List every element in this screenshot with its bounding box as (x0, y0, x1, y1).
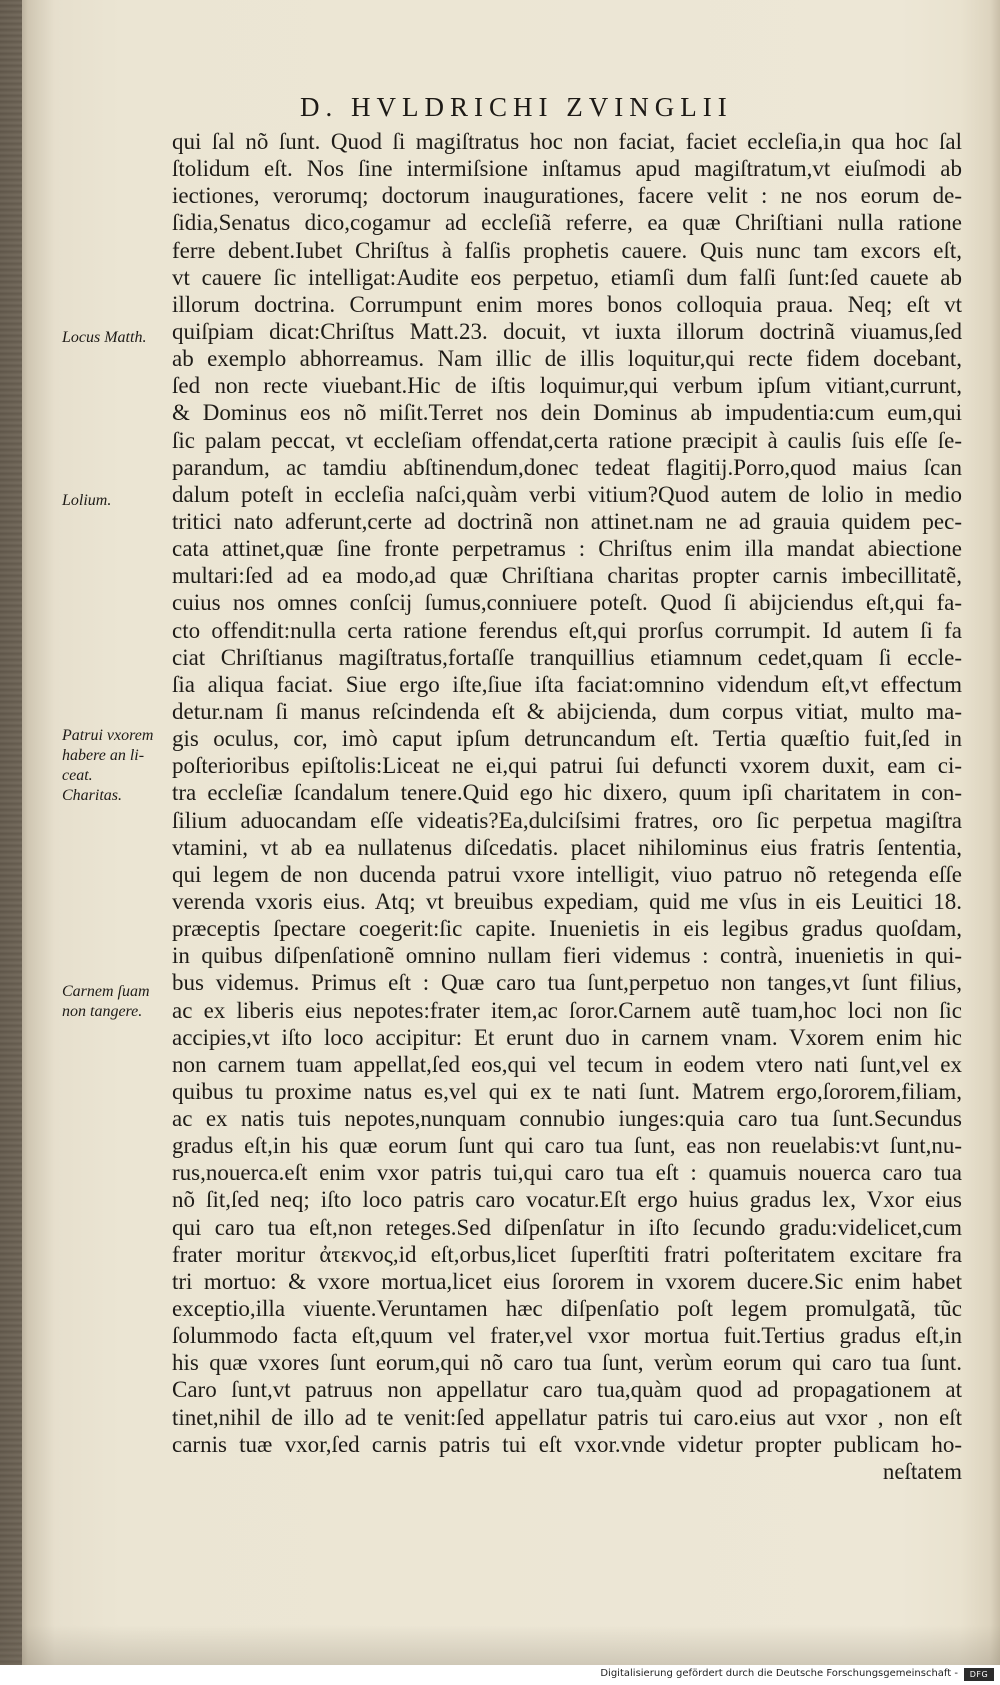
text-line: cuius nos omnes conſcij ſumus,conniuere poteſt. Quod ſi abijciendus eſt,qui fa- (172, 590, 962, 616)
text-line: præceptis ſpectare coegerit:ſic capite. Inuenietis in eis legibus gradus quoſdam, (172, 916, 962, 942)
text-line: ferre debent.Iubet Chriſtus à falſis prophetis cauere. Quis nunc tam excors eſt, (172, 237, 962, 263)
text-line: bus videmus. Primus eſt : Quæ caro tua ſunt,perpetuo non tanges,vt ſunt filius, (172, 970, 962, 996)
text-line: qui caro tua eſt,non reteges.Sed diſpenſatur in iſto ſecundo gradu:videlicet,cum (172, 1214, 962, 1240)
margin-note-patrui-1: Patrui vxorem (62, 727, 154, 744)
text-line: ciat Chriſtianus magiſtratus,fortaſſe tranquillius etiamnum cedet,quam ſi eccle- (172, 644, 962, 670)
text-line: vtamini, vt ab ea nullatenus diſcedatis. placet nihilominus eius fratris ſententia, (172, 834, 962, 860)
margin-note-patrui-2: habere an li- (62, 747, 145, 764)
text-line: detur.nam ſi manus reſcindenda eſt & abijcienda, dum corpus vitiat, multo ma- (172, 698, 962, 724)
text-line: tritici nato adferunt,certe ad doctrinã non attinet.nam ne ad grauia quidem pec- (172, 508, 962, 534)
running-header: D. HVLDRICHI ZVINGLII (300, 92, 733, 122)
text-line: ſed non recte viuebant.Hic de iſtis loquimur,qui verbum ipſum vitiant,currunt, (172, 373, 962, 399)
text-line: exceptio,illa viuente.Veruntamen hæc diſpenſatio poſt legem promulgatã, tũc (172, 1296, 962, 1322)
text-line: accipies,vt iſto loco accipitur: Et erunt duo in carnem vnam. Vxorem enim hic (172, 1024, 962, 1050)
text-line: tri mortuo: & vxore mortua,licet eius ſororem in vxorem ducere.Sic enim habet (172, 1268, 962, 1294)
text-line: iectiones, verorumq; doctorum inaugurationes, facere velit : ne nos eorum de- (172, 183, 962, 209)
text-line: gis oculus, cor, imò caput ipſum detruncandum eſt. Tertia quæſtio fuit,ſed in (172, 726, 962, 752)
text-line: qui legem de non ducenda patrui vxore intelligit, viuo patruo nõ retegenda eſſe (172, 861, 962, 887)
catchword: neſtatem (882, 1458, 962, 1484)
text-line: cata attinet,quæ ſine fronte perpetramus : Chriſtus enim illa mandat abiectione (172, 536, 962, 562)
text-line: ſtolidum eſt. Nos ſine intermiſsione inſtamus apud magiſtratum,vt eiuſmodi ab (172, 156, 962, 182)
text-line: vt cauere ſic intelligat:Audite eos perpetuo, etiamſi dum falſi ſunt:ſed cauete ab (172, 264, 962, 290)
text-line: cto offendit:nulla certa ratione ferendus eſt,qui prorſus corrumpit. Id autem ſi fa (172, 617, 962, 643)
book-gutter (0, 0, 22, 1665)
text-line: poſterioribus epiſtolis:Liceat ne ei,qui patrui ſui defuncti vxorem duxit, eam ci- (172, 753, 962, 779)
dfg-logo: DFG (964, 1668, 994, 1681)
text-line: parandum, ac tamdiu abſtinendum,donec tedeat flagitij.Porro,quod maius ſcan (172, 454, 962, 480)
text-line: ſolummodo facta eſt,quum vel frater,vel vxor mortua fuit.Tertius gradus eſt,in (172, 1323, 962, 1349)
text-line: tra eccleſiæ ſcandalum tenere.Quid ego hic dixero, quum ipſi charitatem in con- (172, 780, 962, 806)
text-line: ſidia,Senatus dico,cogamur ad eccleſiã referre, ea quæ Chriſtiani nulla ratione (172, 210, 962, 236)
text-line: ab exemplo abhorreamus. Nam illic de illis loquitur,qui recte fidem docebant, (172, 346, 962, 372)
text-line: ac ex natis tuis nepotes,nunquam connubio iunges:quia caro tua ſunt.Secundus (172, 1106, 962, 1132)
digitization-credit: Digitalisierung gefördert durch die Deutsche Forschungsgemeinschaft - (600, 1668, 958, 1679)
text-line: ſilium aduocandam eſſe videatis?Ea,dulciſsimi fratres, oro ſic perpetua magiſtra (172, 807, 962, 833)
margin-note-carnem-2: non tangere. (62, 1003, 143, 1020)
text-line: his quæ vxores ſunt eorum,qui nõ caro tua ſunt, verùm eorum qui caro tua ſunt. (172, 1350, 962, 1376)
text-line: qui ſal nõ ſunt. Quod ſi magiſtratus hoc non faciat, faciet eccleſia,in qua hoc ſal (172, 129, 962, 154)
text-line: illorum doctrina. Corrumpunt enim mores bonos colloquia praua. Neq; eſt vt (172, 291, 962, 317)
text-line: multari:ſed ad ea modo,ad quæ Chriſtiana charitas propter carnis imbecillitatẽ, (172, 563, 962, 589)
margin-note-lolium: Lolium. (62, 492, 112, 509)
text-line: tinet,nihil de illo ad te venit:ſed appellatur patris tui caro.eius aut vxor , non eſt (172, 1404, 962, 1430)
text-line: Caro ſunt,vt patruus non appellatur caro tua,quàm quod ad propagationem at (172, 1377, 962, 1403)
text-line: rus,nouerca.eſt enim vxor patris tui,qui caro tua eſt : quamuis nouerca caro tua (172, 1160, 962, 1186)
margin-note-patrui-3: ceat. (62, 767, 93, 784)
margin-note-carnem-1: Carnem ſuam (62, 983, 150, 1000)
text-line: in quibus diſpenſationẽ omnino nullam fieri videmus : contrà, inuenietis in qui- (172, 943, 962, 969)
text-line: & Dominus eos nõ miſit.Terret nos dein Dominus ab impudentia:cum eum,qui (172, 400, 962, 426)
margin-note-charitas: Charitas. (62, 787, 123, 804)
text-line: ſia aliqua faciat. Siue ergo iſte,ſiue iſta faciat:omnino videndum eſt,vt effectum (172, 671, 962, 697)
text-line: quibus tu proxime natus es,vel qui ex te nati ſunt. Matrem ergo,ſororem,filiam, (172, 1078, 962, 1104)
margin-note-locus: Locus Matth. (62, 329, 147, 346)
text-line: gradus eſt,in his quæ eorum ſunt qui caro tua ſunt, eas non reuelabis:vt ſunt,nu- (172, 1133, 962, 1159)
text-line: quiſpiam dicat:Chriſtus Matt.23. docuit, vt iuxta illorum doctrinã viuamus,ſed (172, 318, 962, 344)
text-line: carnis tuæ vxor,ſed carnis patris tui eſt vxor.vnde videtur propter publicam ho- (172, 1431, 962, 1457)
text-line: ac ex liberis eius nepotes:frater item,ac ſoror.Carnem autẽ tuam,hoc loci non ſic (172, 997, 962, 1023)
text-line: frater moritur ἀτεκνος,id eſt,orbus,licet ſuperſtiti fratri poſteritatem excitare fra (172, 1241, 962, 1267)
body-text (172, 128, 962, 1485)
text-line: dalum poteſt in eccleſia naſci,quàm verbi vitium?Quod autem de lolio in medio (172, 481, 962, 507)
text-line: non carnem tuam appellat,ſed eos,qui vel tecum in eodem vtero nati ſunt,vel ex (172, 1051, 962, 1077)
text-line: nõ ſit,ſed neq; iſto loco patris caro vocatur.Eſt ergo huius gradus lex, Vxor eius (172, 1187, 962, 1213)
text-line: verenda vxoris eius. Atq; vt breuibus expediam, quid me vſus in eis Leuitici 18. (172, 888, 962, 914)
footer-bar (0, 1665, 1000, 1685)
text-line: ſic palam peccat, vt eccleſiam offendat,certa ratione præcipit à caulis ſuis eſſe ſe- (172, 427, 962, 453)
